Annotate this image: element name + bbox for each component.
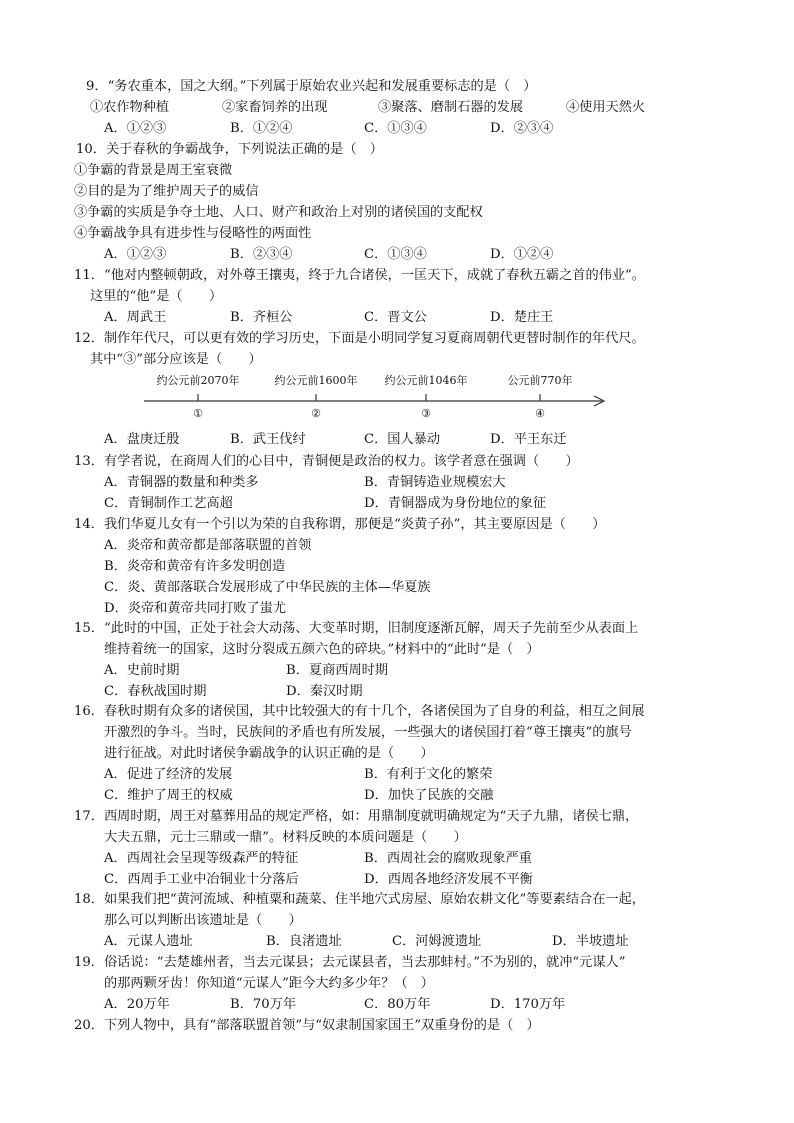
option-a[interactable]: A．青铜器的数量和种类多: [104, 475, 259, 490]
answer-options: [74, 429, 754, 450]
question-stem-cont: 进行征战。对此时诸侯争霸战争的认识正确的是（ ）: [104, 746, 434, 761]
option-d[interactable]: D．半坡遗址: [552, 934, 629, 949]
timeline-label: 约公元前1046年: [384, 374, 468, 387]
answer-options: [74, 307, 754, 328]
option-a[interactable]: A．炎帝和黄帝都是部落联盟的首领: [104, 538, 312, 553]
question-17: [74, 806, 754, 890]
option-b[interactable]: B．70万年: [230, 997, 297, 1012]
question-stem: 15．“此时的中国，正处于社会大动荡、大变革时期，旧制度逐渐瓦解，周天子先前至少从表面上: [74, 621, 639, 636]
question-items: [88, 97, 754, 118]
option-c[interactable]: C．80万年: [364, 997, 431, 1012]
question-stem: 13．有学者说，在商周人们的心目中，青铜便是政治的权力。该学者意在强调（ ）: [74, 454, 579, 469]
question-9: [88, 76, 754, 139]
option-d[interactable]: D．①②④: [490, 247, 554, 262]
question-11: [74, 265, 754, 328]
question-stem: 11．“他对内整顿朝政，对外尊王攘夷，终于九合诸侯，一匡天下，成就了春秋五霸之首的伟业”。: [74, 268, 645, 283]
item: ④争霸战争具有进步性与侵略性的两面性: [74, 226, 312, 241]
question-stem: 19．俗话说：“去楚雄州者，当去元谋县；去元谋县者，当去那蚌村。”不为别的，就冲“元谋人”: [74, 955, 626, 970]
timeline-segment-number: ③: [421, 407, 431, 420]
answer-options: [74, 994, 754, 1015]
question-12-options: [74, 429, 754, 450]
option-d[interactable]: D．青铜器成为身份地位的象征: [364, 496, 547, 511]
option-c[interactable]: C．国人暴动: [364, 432, 441, 447]
question-stem: 17．西周时期，周王对墓葬用品的规定严格，如：用鼎制度就明确规定为“天子九鼎，诸侯七鼎，: [74, 809, 639, 824]
option-d[interactable]: D．②③④: [490, 121, 554, 136]
option-c[interactable]: C．河姆渡遗址: [392, 934, 482, 949]
question-14: [74, 514, 754, 619]
option-a[interactable]: A．①②③: [104, 247, 167, 262]
question-19: [74, 952, 754, 1015]
option-a[interactable]: A．周武王: [104, 310, 167, 325]
option-a[interactable]: A．西周社会呈现等级森严的特征: [104, 851, 299, 866]
option-b[interactable]: B．炎帝和黄帝有许多发明创造: [104, 559, 286, 574]
question-15: [74, 618, 754, 702]
timeline-label: 公元前770年: [507, 374, 573, 387]
question-stem: 18．如果我们把“黄河流域、种植粟和蔬菜、住半地穴式房屋、原始农耕文化”等要素结合在一起，: [74, 892, 645, 907]
question-stem: 9．“务农重本，国之大纲。”下列属于原始农业兴起和发展重要标志的是（ ）: [86, 79, 537, 94]
question-stem-cont: 大夫五鼎，元士三鼎或一鼎”。材料反映的本质问题是（ ）: [104, 830, 467, 845]
answer-options-row1: [74, 472, 754, 493]
question-stem-cont: 其中“③”部分应该是（ ）: [90, 352, 262, 367]
answer-options: [74, 244, 754, 265]
item: ②家畜饲养的出现: [222, 100, 328, 115]
question-stem: 14．我们华夏儿女有一个引以为荣的自我称谓，那便是“炎黄子孙”，其主要原因是（ ）: [74, 517, 606, 532]
answer-options-row2: [74, 681, 754, 702]
question-10: [74, 139, 754, 265]
option-b[interactable]: B．武王伐纣: [230, 432, 306, 447]
answer-options: [88, 118, 754, 139]
question-stem-cont: 的那两颗牙齿！你知道“元谋人”距今大约多少年？（ ）: [104, 976, 434, 991]
answer-options-row2: [74, 785, 754, 806]
option-c[interactable]: C．炎、黄部落联合发展形成了中华民族的主体—华夏族: [104, 580, 431, 595]
option-c[interactable]: C．春秋战国时期: [104, 684, 207, 699]
answer-options-row2: [74, 869, 754, 890]
answer-options-row1: [74, 848, 754, 869]
option-c[interactable]: C．①③④: [364, 247, 427, 262]
question-16: [74, 701, 754, 806]
question-stem-cont: 这里的“他”是（ ）: [90, 289, 223, 304]
option-a[interactable]: A．盘庚迁殷: [104, 432, 180, 447]
answer-options-row1: [74, 764, 754, 785]
option-b[interactable]: B．西周社会的腐败现象严重: [364, 851, 532, 866]
option-b[interactable]: B．齐桓公: [230, 310, 293, 325]
question-12: [74, 328, 754, 370]
item: ③争霸的实质是争夺土地、人口、财产和政治上对别的诸侯国的支配权: [74, 205, 483, 220]
item: ②目的是为了维护周天子的威信: [74, 184, 259, 199]
option-d[interactable]: D．170万年: [490, 997, 566, 1012]
timeline-label: 约公元前1600年: [274, 374, 358, 387]
option-c[interactable]: C．①③④: [364, 121, 427, 136]
option-d[interactable]: D．楚庄王: [490, 310, 554, 325]
question-18: [74, 889, 754, 952]
answer-options-row1: [74, 660, 754, 681]
option-c[interactable]: C．西周手工业中冶铜业十分落后: [104, 872, 299, 887]
option-a[interactable]: A．①②③: [104, 121, 167, 136]
option-d[interactable]: D．炎帝和黄帝共同打败了蚩尤: [104, 601, 287, 616]
option-a[interactable]: A．20万年: [104, 997, 170, 1012]
timeline-ruler: [140, 374, 610, 424]
question-stem-cont: 开激烈的争斗。当时，民族间的矛盾也有所发展，一些强大的诸侯国打着“尊王攘夷”的旗号: [104, 725, 632, 740]
option-d[interactable]: D．加快了民族的交融: [364, 788, 494, 803]
item: ④使用天然火: [566, 100, 646, 115]
option-b[interactable]: B．良渚遗址: [266, 934, 342, 949]
question-13: [74, 451, 754, 514]
timeline-segment-number: ①: [193, 407, 203, 420]
option-d[interactable]: D．平王东迁: [490, 432, 567, 447]
option-b[interactable]: B．①②④: [230, 121, 293, 136]
question-stem: 16．春秋时期有众多的诸侯国，其中比较强大的有十几个，各诸侯国为了自身的利益，相互之间展: [74, 704, 645, 719]
timeline-segment-number: ②: [311, 407, 321, 420]
option-b[interactable]: B．有利于文化的繁荣: [364, 767, 493, 782]
timeline-label: 约公元前2070年: [156, 374, 240, 387]
answer-options: [74, 931, 754, 952]
timeline-segment-number: ④: [535, 407, 545, 420]
option-a[interactable]: A．元谋人遗址: [104, 934, 193, 949]
option-d[interactable]: D．西周各地经济发展不平衡: [364, 872, 533, 887]
option-d[interactable]: D．秦汉时期: [286, 684, 363, 699]
answer-options-row2: [74, 493, 754, 514]
question-stem: 20．下列人物中，具有“部落联盟首领”与“奴隶制国家国王”双重身份的是（ ）: [74, 1018, 540, 1033]
option-b[interactable]: B．青铜铸造业规模宏大: [364, 475, 506, 490]
question-stem-cont: 维持着统一的国家，这时分裂成五颜六色的碎块。”材料中的“此时”是（ ）: [104, 642, 540, 657]
item: ③聚落、磨制石器的发展: [378, 100, 524, 115]
option-a[interactable]: A．史前时期: [104, 663, 180, 678]
option-b[interactable]: B．②③④: [230, 247, 293, 262]
question-20: [74, 1015, 754, 1036]
question-stem: 12．制作年代尺，可以更有效的学习历史，下面是小明同学复习夏商周朝代更替时制作的年代尺。: [74, 331, 645, 346]
option-c[interactable]: C．晋文公: [364, 310, 427, 325]
option-c[interactable]: C．维护了周王的权威: [104, 788, 233, 803]
item: ①争霸的背景是周王室衰微: [74, 163, 233, 178]
question-stem-cont: 那么可以判断出该遗址是（ ）: [104, 913, 302, 928]
item: ①农作物种植: [90, 100, 170, 115]
question-stem: 10．关于春秋的争霸战争，下列说法正确的是（ ）: [76, 142, 383, 157]
option-a[interactable]: A．促进了经济的发展: [104, 767, 233, 782]
option-b[interactable]: B．夏商西周时期: [286, 663, 389, 678]
option-c[interactable]: C．青铜制作工艺高超: [104, 496, 233, 511]
